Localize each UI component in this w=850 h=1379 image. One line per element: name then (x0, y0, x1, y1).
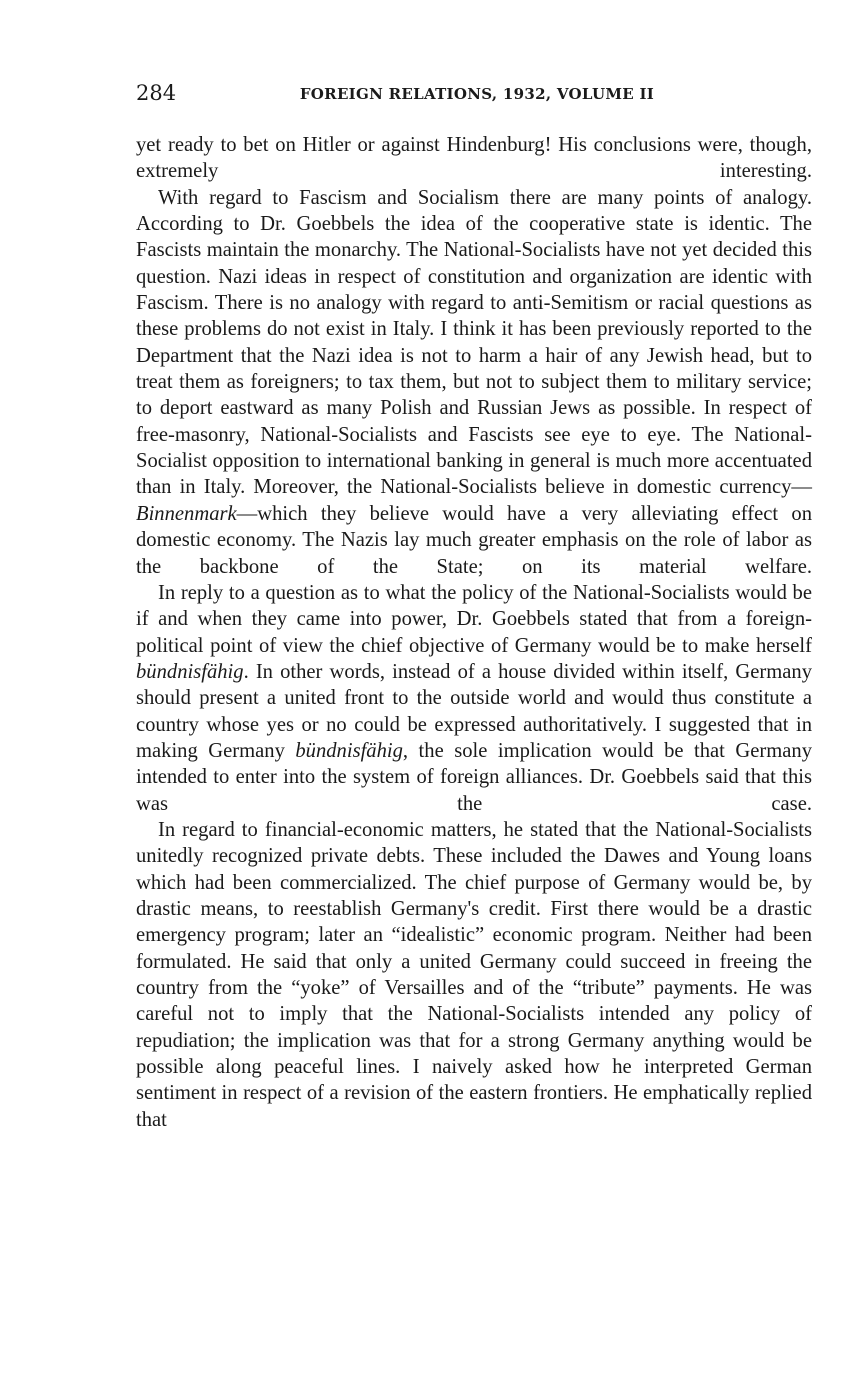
running-head: FOREIGN RELATIONS, 1932, VOLUME II (299, 85, 655, 103)
paragraph-3 (136, 580, 812, 817)
paragraph-1: yet ready to bet on Hitler or against Hindenburg! His conclusions were, though, extremely interesting. (136, 134, 812, 183)
paragraph-2-part-1: With regard to Fascism and Socialism there are many points of analogy. According to Dr. Goebbels the idea of the cooperative state is identic. The Fascists maintain the monarchy. The National-Socialists have not yet decided this question. Nazi ideas in respect of constitution and organization are identic with Fascism. There is no analogy with regard to anti-Semitism or racial questions as these problems do not exist in Italy. I think it has been previously reported to the Department that the Nazi idea is not to harm a hair of any Jewish head, but to treat them as foreigners; to tax them, but not to subject them to military service; to deport eastward as many Polish and Russian Jews as possible. In respect of free-masonry, National-Socialists and Fascists see eye to eye. The National-Socialist opposition to international banking in general is much more accentuated than in Italy. Moreover, the National-Socialists believe in domestic currency— (136, 186, 812, 499)
paragraph-2 (136, 185, 812, 580)
paragraph-2-part-2: —which they believe would have a very alleviating effect on domestic economy. The Nazis lay much greater emphasis on the role of labor as the backbone of the State; on its material welfare. (136, 502, 812, 578)
body-text (136, 132, 812, 1133)
paragraph-4: In regard to financial-economic matters, he stated that the National-Socialists unitedly recognized private debts. These included the Dawes and Young loans which had been commercialized. The chief purpose of Germany would be, by drastic means, to reestablish Germany's credit. First there would be a drastic emergency program; later an “idealistic” economic program. Neither had been formulated. He said that only a united Germany could succeed in freeing the country from the “yoke” of Versailles and of the “tribute” payments. He was careful not to imply that the National-Socialists intended any policy of repudiation; the implication was that for a strong Germany anything would be possible along peaceful lines. I naively asked how he interpreted German sentiment in respect of a revision of the eastern frontiers. He emphatically replied that (136, 818, 812, 1131)
binnenmark-term: Binnenmark (136, 502, 237, 525)
page-number: 284 (136, 81, 177, 105)
bundnisfahig-term-2: bündnisfähig (295, 739, 403, 762)
paragraph-3-part-3: , the sole implication would be that Germany intended to enter into the system of foreign alliances. Dr. Goebbels said that this was the case. (136, 739, 812, 815)
page-header (136, 80, 812, 110)
paragraph-3-part-2: . In other words, instead of a house divided within itself, Germany should present a united front to the outside world and would thus constitute a country whose yes or no could be expressed authoritatively. I suggested that in making Germany (136, 660, 812, 762)
bundnisfahig-term-1: bündnisfähig (136, 660, 244, 683)
paragraph-3-part-1: In reply to a question as to what the policy of the National-Socialists would be if and when they came into power, Dr. Goebbels stated that from a foreign-political point of view the chief objective of Germany would be to make herself (136, 581, 812, 657)
